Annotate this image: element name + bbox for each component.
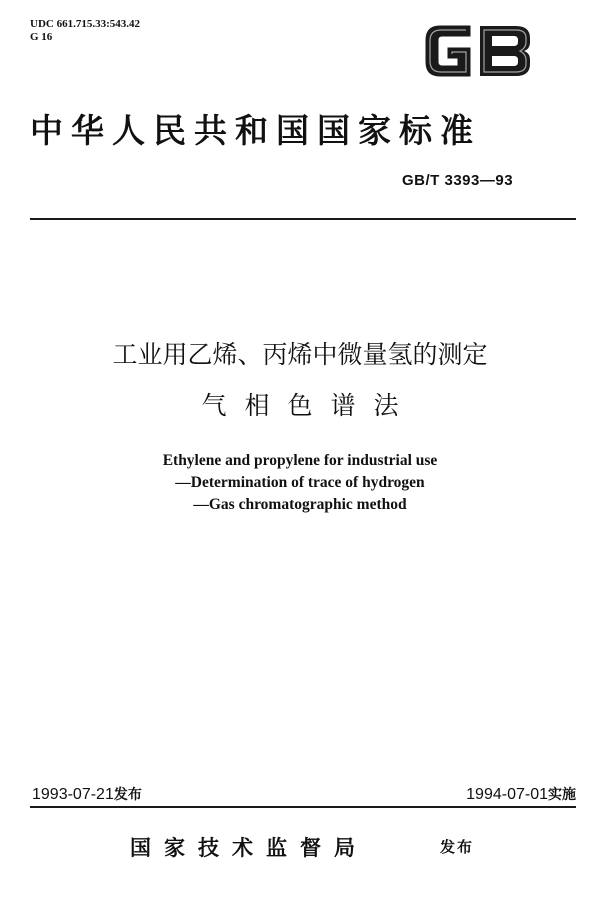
publish-label: 发布 [440, 838, 475, 856]
standard-number: GB/T 3393—93 [402, 172, 514, 189]
title-english-line-1: Ethylene and propylene for industrial use [162, 452, 438, 469]
classification-codes [30, 18, 140, 44]
top-divider [30, 218, 576, 220]
issue-date [32, 784, 142, 804]
gb-logo [420, 20, 536, 82]
publisher-name: 国家技术监督局 [130, 836, 368, 860]
bottom-divider [30, 806, 576, 808]
udc-code: UDC 661.715.33:543.42 [30, 18, 140, 30]
issue-date-value: 1993-07-21 [32, 786, 114, 803]
category-code: G 16 [30, 31, 53, 43]
standard-title: 中华人民共和国国家标准 [30, 111, 481, 150]
implementation-date-label: 实施 [548, 787, 576, 803]
title-chinese-line-2: 气相色谱法 [201, 391, 417, 420]
title-english-line-3: —Gas chromatographic method [193, 496, 407, 513]
title-chinese-line-1: 工业用乙烯、丙烯中微量氢的测定 [112, 340, 488, 369]
implementation-date-value: 1994-07-01 [466, 786, 548, 803]
gb-logo-b [480, 26, 530, 76]
title-english-line-2: —Determination of trace of hydrogen [175, 474, 425, 491]
implementation-date [466, 784, 576, 804]
issue-date-label: 发布 [113, 787, 142, 803]
